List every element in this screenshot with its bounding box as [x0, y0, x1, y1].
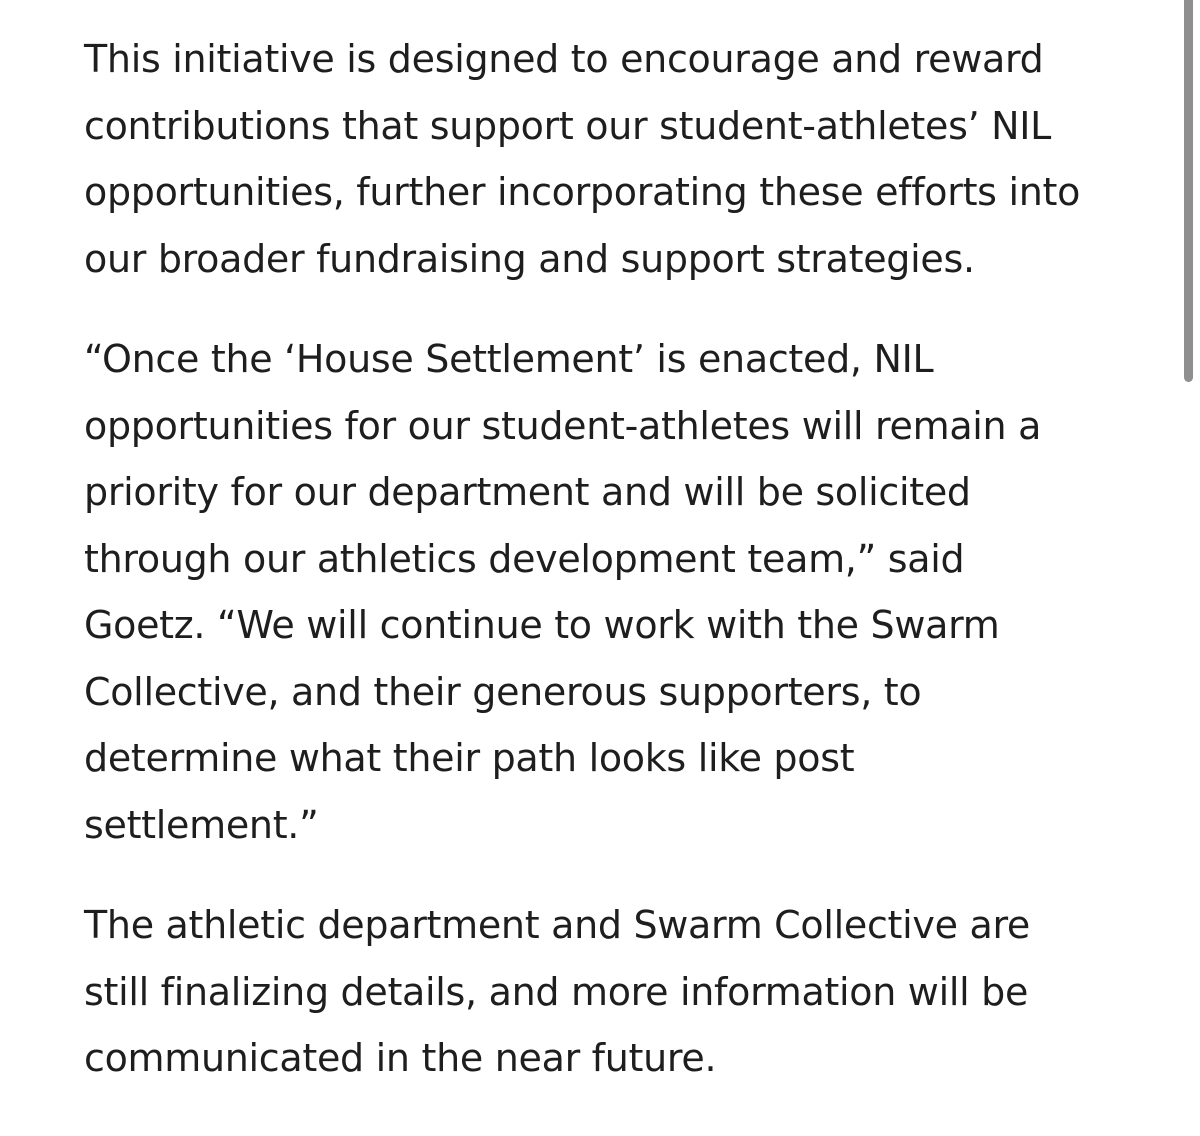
- paragraph-closing: [84, 892, 1134, 1092]
- text-line: communicated in the near future.: [84, 1036, 717, 1080]
- text-line: through our athletics development team,” said: [84, 536, 965, 581]
- text-line: determine what their path looks like post: [84, 736, 855, 780]
- text-line: Goetz. “We will continue to work with the Swarm: [84, 603, 1000, 647]
- vertical-scrollbar[interactable]: [1178, 0, 1200, 1136]
- text-line: opportunities, further incorporating these efforts into: [84, 170, 1081, 214]
- scrollbar-thumb[interactable]: [1184, 0, 1193, 382]
- text-line: contributions that support our student-athletes’ NIL: [84, 103, 1052, 148]
- text-line: our broader fundraising and support strategies.: [84, 236, 975, 281]
- text-line: “Once the ‘House Settlement’ is enacted, NIL: [84, 337, 934, 381]
- text-line: The athletic department and Swarm Collective are: [84, 903, 1031, 947]
- paragraph-goetz-quote: [84, 326, 1134, 858]
- text-line: settlement.”: [84, 802, 319, 847]
- paragraph-initiative: [84, 26, 1134, 292]
- text-line: still finalizing details, and more information will be: [84, 969, 1029, 1014]
- text-line: opportunities for our student-athletes will remain a: [84, 403, 1042, 448]
- text-line: This initiative is designed to encourage and reward: [84, 37, 1044, 81]
- article-body: [84, 26, 1134, 1126]
- text-line: priority for our department and will be solicited: [84, 470, 971, 514]
- text-line: Collective, and their generous supporters, to: [84, 669, 922, 714]
